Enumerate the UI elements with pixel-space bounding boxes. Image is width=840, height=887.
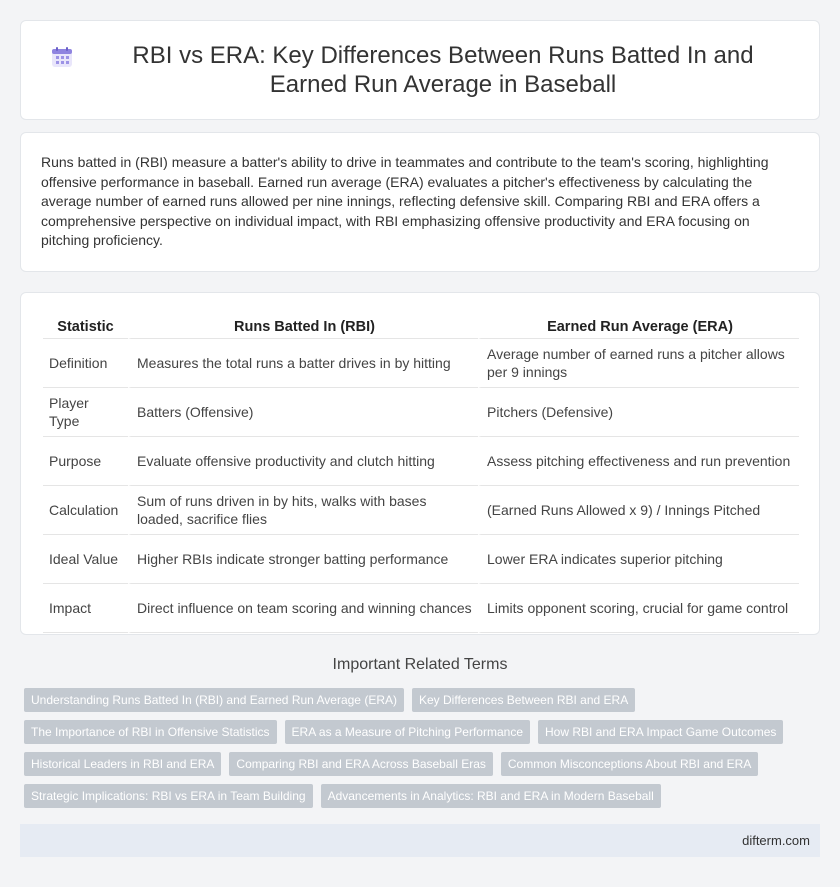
era-cell: (Earned Runs Allowed x 9) / Innings Pitched	[478, 486, 799, 535]
rbi-cell: Sum of runs driven in by hits, walks with bases loaded, sacrifice flies	[128, 486, 478, 535]
era-cell: Lower ERA indicates superior pitching	[478, 535, 799, 584]
rbi-cell: Evaluate offensive productivity and clutch hitting	[128, 437, 478, 486]
table-row	[43, 535, 799, 584]
related-terms-list	[24, 688, 814, 816]
footer-site-link[interactable]: difterm.com	[742, 833, 810, 848]
related-term-link[interactable]: Key Differences Between RBI and ERA	[412, 688, 635, 712]
related-term-link[interactable]: Understanding Runs Batted In (RBI) and Earned Run Average (ERA)	[24, 688, 404, 712]
table-row	[43, 388, 799, 437]
row-label: Definition	[43, 339, 128, 388]
title-card	[20, 20, 820, 120]
era-cell: Pitchers (Defensive)	[478, 388, 799, 437]
era-cell: Assess pitching effectiveness and run prevention	[478, 437, 799, 486]
intro-card	[20, 132, 820, 272]
rbi-cell: Direct influence on team scoring and winning chances	[128, 584, 478, 633]
table-header-row	[43, 315, 799, 339]
comparison-table-card	[20, 292, 820, 635]
column-header-rbi: Runs Batted In (RBI)	[128, 315, 478, 339]
rbi-cell: Higher RBIs indicate stronger batting performance	[128, 535, 478, 584]
calendar-grid-icon	[51, 46, 73, 68]
related-term-link[interactable]: Comparing RBI and ERA Across Baseball Eras	[229, 752, 492, 776]
table-row	[43, 584, 799, 633]
era-cell: Limits opponent scoring, crucial for game control	[478, 584, 799, 633]
related-term-link[interactable]: Common Misconceptions About RBI and ERA	[501, 752, 758, 776]
related-term-link[interactable]: The Importance of RBI in Offensive Statistics	[24, 720, 277, 744]
related-terms-heading: Important Related Terms	[332, 656, 508, 673]
row-label: Player Type	[43, 388, 128, 437]
column-header-statistic: Statistic	[43, 315, 128, 339]
rbi-cell: Measures the total runs a batter drives in by hitting	[128, 339, 478, 388]
page-title: RBI vs ERA: Key Differences Between Runs Batted In and Earned Run Average in Baseball	[132, 42, 754, 98]
column-header-era: Earned Run Average (ERA)	[478, 315, 799, 339]
row-label: Purpose	[43, 437, 128, 486]
era-cell: Average number of earned runs a pitcher allows per 9 innings	[478, 339, 799, 388]
related-term-link[interactable]: Historical Leaders in RBI and ERA	[24, 752, 221, 776]
rbi-cell: Batters (Offensive)	[128, 388, 478, 437]
row-label: Impact	[43, 584, 128, 633]
table-row	[43, 339, 799, 388]
table-row	[43, 486, 799, 535]
row-label: Ideal Value	[43, 535, 128, 584]
table-row	[43, 437, 799, 486]
related-term-link[interactable]: How RBI and ERA Impact Game Outcomes	[538, 720, 783, 744]
related-term-link[interactable]: ERA as a Measure of Pitching Performance	[285, 720, 530, 744]
intro-paragraph: Runs batted in (RBI) measure a batter's ability to drive in teammates and contribute to the team's scoring, highlighting offensive performance in baseball. Earned run average (ERA) evaluates a pitcher's effectiveness by calculating the average number of earned runs allowed per nine innings, reflecting defensive skill. Comparing RBI and ERA offers a comprehensive perspective on individual impact, with RBI emphasizing offensive productivity and ERA focusing on pitching proficiency.	[41, 154, 769, 249]
footer	[20, 824, 820, 857]
row-label: Calculation	[43, 486, 128, 535]
related-term-link[interactable]: Strategic Implications: RBI vs ERA in Team Building	[24, 784, 313, 808]
comparison-table	[43, 315, 799, 633]
related-term-link[interactable]: Advancements in Analytics: RBI and ERA in Modern Baseball	[321, 784, 661, 808]
